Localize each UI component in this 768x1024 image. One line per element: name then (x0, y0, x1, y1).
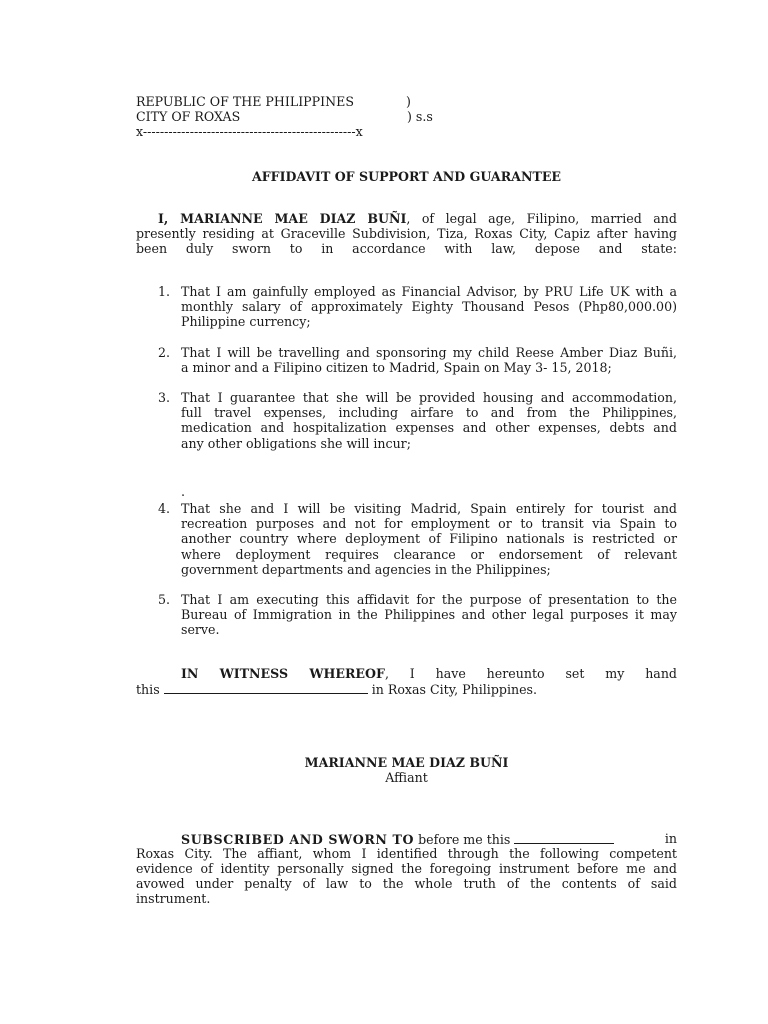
item-5-line: Bureau of Immigration in the Philippines and other legal purposes it may (181, 607, 677, 623)
header-city: CITY OF ROXAS (136, 109, 241, 124)
jurat-heading: SUBSCRIBED AND SWORN TO (181, 832, 415, 847)
document-title: AFFIDAVIT OF SUPPORT AND GUARANTEE (251, 169, 562, 184)
jurat-line1-rest: before me this (418, 832, 511, 847)
item-4-number: 4. (157, 501, 170, 516)
item-3-number: 3. (157, 390, 170, 405)
item-5-text (181, 592, 677, 638)
witness-line2-rest: in Roxas City, Philippines. (371, 682, 538, 697)
witness-this: this (136, 682, 160, 697)
item-3-text (181, 390, 677, 451)
stray-dot: . (181, 484, 186, 499)
header-divider: x--------------------------------------------------x (136, 124, 363, 139)
item-1-line: monthly salary of approximately Eighty Thousand Pesos (Php80,000.00) (181, 299, 677, 315)
jurat-line3: evidence of identity personally signed the foregoing instrument before me and (136, 861, 677, 876)
witness-line1-rest: , I have hereunto set my hand (384, 666, 677, 681)
item-1-number: 1. (157, 284, 170, 299)
jurat-line1-end: in (664, 831, 677, 846)
item-4-line: another country where deployment of Filipino nationals is restricted or (181, 531, 677, 547)
jurat-line5: instrument. (136, 891, 211, 906)
item-1-text (181, 284, 677, 330)
jurat-line4: avowed under penalty of law to the whole truth of the contents of said (136, 876, 677, 891)
intro-paragraph (136, 211, 677, 227)
witness-heading: IN WITNESS WHEREOF (181, 666, 385, 681)
intro-line1-rest: , of legal age, Filipino, married and (406, 211, 677, 226)
jurat-line2: Roxas City. The affiant, whom I identified through the following competent (136, 846, 677, 861)
item-4-line: government departments and agencies in the Philippines; (181, 561, 551, 577)
signature-role: Affiant (385, 770, 428, 785)
item-4-text (181, 501, 677, 577)
item-2-text (181, 345, 677, 375)
item-4-line: That she and I will be visiting Madrid, Spain entirely for tourist and (181, 501, 677, 516)
item-4-line: recreation purposes and not for employment or to transit via Spain to (181, 516, 677, 532)
date-blank-field[interactable] (164, 681, 368, 694)
intro-line2: presently residing at Graceville Subdivision, Tiza, Roxas City, Capiz after having (136, 226, 677, 241)
jurat-date-blank-field[interactable] (514, 831, 614, 844)
item-2-line: a minor and a Filipino citizen to Madrid, Spain on May 3- 15, 2018; (181, 360, 612, 376)
signature-name: MARIANNE MAE DIAZ BUÑI (304, 755, 509, 770)
jurat-line1 (136, 831, 677, 847)
item-5-number: 5. (157, 592, 170, 607)
item-3-line: any other obligations she will incur; (181, 435, 411, 451)
item-3-line: full travel expenses, including airfare to and from the Philippines, (181, 405, 677, 421)
item-3-line: That I guarantee that she will be provided housing and accommodation, (181, 390, 677, 405)
intro-line3: been duly sworn to in accordance with law, depose and state: (136, 241, 677, 256)
item-2-line: That I will be travelling and sponsoring my child Reese Amber Diaz Buñi, (181, 345, 677, 360)
item-2-number: 2. (157, 345, 170, 360)
item-1-line: Philippine currency; (181, 314, 311, 330)
item-4-line: where deployment requires clearance or endorsement of relevant (181, 546, 677, 562)
header-republic: REPUBLIC OF THE PHILIPPINES (136, 94, 354, 109)
item-3-line: medication and hospitalization expenses and other expenses, debts and (181, 420, 677, 436)
header-city-paren: ) s.s (407, 109, 433, 124)
witness-line2 (136, 681, 537, 697)
affiant-name-intro: I, MARIANNE MAE DIAZ BUÑI (158, 211, 407, 226)
header-republic-paren: ) (406, 94, 411, 109)
item-5-line: serve. (181, 622, 220, 638)
witness-line1 (136, 666, 677, 681)
item-5-line: That I am executing this affidavit for the purpose of presentation to the (181, 592, 677, 607)
item-1-line: That I am gainfully employed as Financial Advisor, by PRU Life UK with a (181, 284, 677, 299)
